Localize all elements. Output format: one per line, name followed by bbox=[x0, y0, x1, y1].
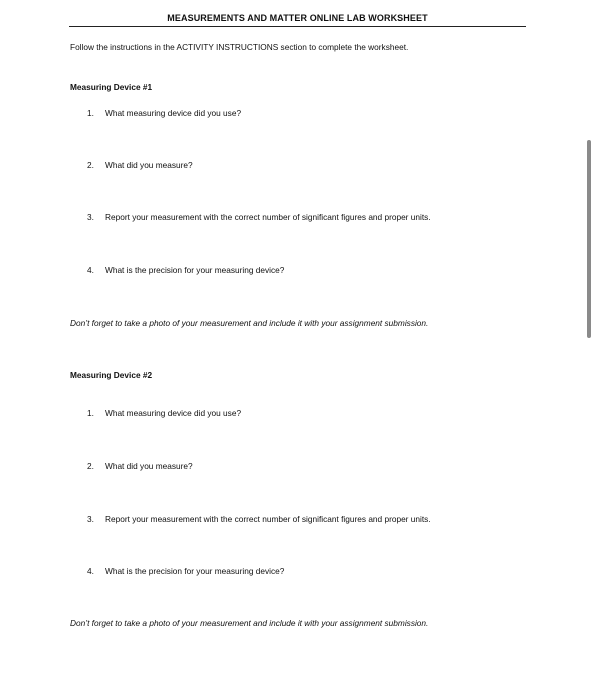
question-text: What measuring device did you use? bbox=[105, 108, 242, 118]
title-divider bbox=[69, 26, 526, 27]
page-title: MEASUREMENTS AND MATTER ONLINE LAB WORKSHEET bbox=[167, 13, 428, 23]
question-item bbox=[87, 212, 431, 222]
vertical-scrollbar-thumb[interactable] bbox=[587, 140, 591, 338]
question-item bbox=[87, 108, 241, 118]
question-text: Report your measurement with the correct number of significant figures and proper units. bbox=[105, 514, 431, 524]
question-item bbox=[87, 514, 431, 524]
intro-text: Follow the instructions in the ACTIVITY INSTRUCTIONS section to complete the worksheet. bbox=[70, 42, 409, 52]
question-text: What did you measure? bbox=[105, 461, 193, 471]
question-text: What measuring device did you use? bbox=[105, 408, 242, 418]
section-heading-device-2: Measuring Device #2 bbox=[70, 370, 153, 380]
question-text: Report your measurement with the correct number of significant figures and proper units. bbox=[105, 212, 431, 222]
photo-reminder-note: Don’t forget to take a photo of your measurement and include it with your assignment submission. bbox=[70, 618, 429, 628]
section-heading-device-1: Measuring Device #1 bbox=[70, 82, 153, 92]
question-number: 3. bbox=[87, 212, 94, 222]
question-item bbox=[87, 408, 241, 418]
question-text: What is the precision for your measuring device? bbox=[105, 265, 285, 275]
question-text: What did you measure? bbox=[105, 160, 193, 170]
question-item bbox=[87, 160, 193, 170]
question-number: 1. bbox=[87, 108, 94, 118]
question-item bbox=[87, 265, 284, 275]
question-number: 2. bbox=[87, 461, 94, 471]
question-number: 2. bbox=[87, 160, 94, 170]
question-number: 4. bbox=[87, 566, 94, 576]
question-number: 4. bbox=[87, 265, 94, 275]
question-item bbox=[87, 566, 284, 576]
photo-reminder-note: Don’t forget to take a photo of your measurement and include it with your assignment submission. bbox=[70, 318, 429, 328]
question-number: 1. bbox=[87, 408, 94, 418]
question-text: What is the precision for your measuring device? bbox=[105, 566, 285, 576]
question-number: 3. bbox=[87, 514, 94, 524]
question-item bbox=[87, 461, 193, 471]
